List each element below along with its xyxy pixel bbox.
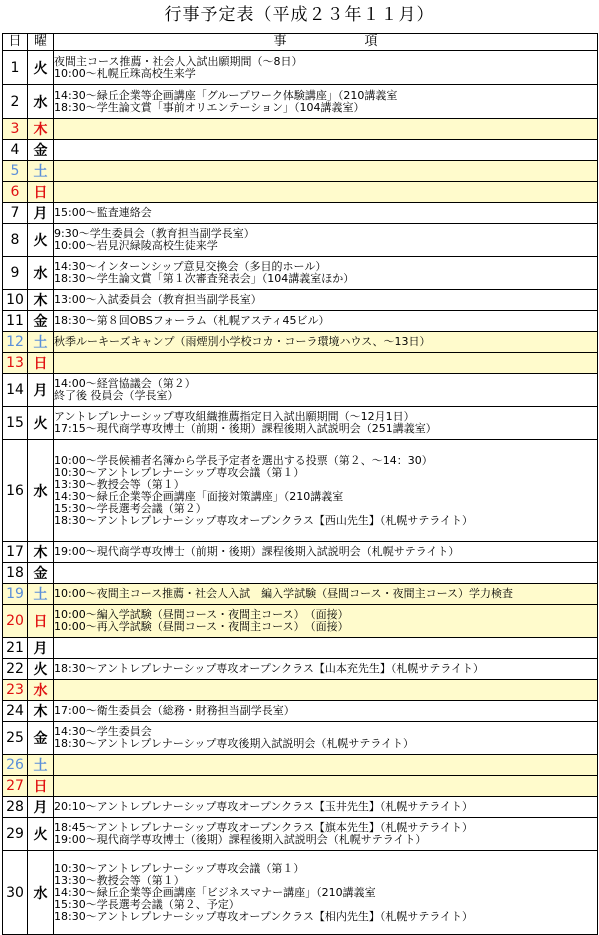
events-cell xyxy=(54,374,598,407)
weekday-cell: 水 xyxy=(28,257,54,290)
event-line: 14:30～緑丘企業等企画講座「面接対策講座」（210講義室 xyxy=(54,489,344,503)
schedule-row xyxy=(3,776,598,797)
weekday-cell: 水 xyxy=(28,680,54,701)
day-cell: 19 xyxy=(3,584,28,605)
event-line: 14:30～緑丘企業等企画講座「ビジネスマナー講座」（210講義室 xyxy=(54,885,376,899)
day-cell: 3 xyxy=(3,119,28,140)
schedule-row xyxy=(3,440,598,542)
day-cell: 15 xyxy=(3,407,28,440)
schedule-row xyxy=(3,722,598,755)
weekday-cell: 木 xyxy=(28,701,54,722)
day-cell: 27 xyxy=(3,776,28,797)
weekday-cell: 金 xyxy=(28,140,54,161)
events-cell xyxy=(54,85,598,119)
schedule-row xyxy=(3,353,598,374)
schedule-row xyxy=(3,257,598,290)
events-cell xyxy=(54,440,598,542)
day-cell: 18 xyxy=(3,563,28,584)
weekday-header: 曜 xyxy=(28,34,54,51)
day-cell: 12 xyxy=(3,332,28,353)
weekday-cell: 日 xyxy=(28,605,54,638)
events-cell xyxy=(54,140,598,161)
event-line: 18:30～アントレプレナーシップ専攻オープンクラス【山本充先生】（札幌サテライト） xyxy=(54,662,485,675)
weekday-cell: 土 xyxy=(28,755,54,776)
event-line: 10:00～夜間主コース推薦・社会人入試 編入学試験（昼間コース・夜間主コース）学力検査 xyxy=(54,587,514,600)
event-line: 14:00～経営協議会（第２） xyxy=(54,377,196,390)
schedule-table xyxy=(2,33,598,935)
events-cell xyxy=(54,851,598,935)
events-cell xyxy=(54,542,598,563)
event-line: 10:00～再入学試験（昼間コース・夜間主コース） （面接） xyxy=(54,620,349,633)
weekday-cell: 金 xyxy=(28,722,54,755)
schedule-row xyxy=(3,584,598,605)
weekday-cell: 火 xyxy=(28,407,54,440)
event-line: 10:30～アントレプレナーシップ専攻会議（第１） xyxy=(54,465,305,479)
events-cell xyxy=(54,638,598,659)
schedule-row xyxy=(3,332,598,353)
weekday-cell: 火 xyxy=(28,224,54,257)
event-line: アントレプレナーシップ専攻組織推薦指定日入試出願期間（～12月1日） xyxy=(54,410,415,423)
schedule-body xyxy=(3,51,598,935)
schedule-row xyxy=(3,638,598,659)
weekday-cell: 木 xyxy=(28,542,54,563)
day-cell: 7 xyxy=(3,203,28,224)
weekday-cell: 月 xyxy=(28,638,54,659)
event-line: 10:00～札幌丘珠高校生来学 xyxy=(54,66,196,80)
event-line: 秋季ルーキーズキャンプ（雨煙別小学校コカ・コーラ環境ハウス、～13日） xyxy=(54,335,431,348)
weekday-cell: 金 xyxy=(28,563,54,584)
day-cell: 20 xyxy=(3,605,28,638)
schedule-row xyxy=(3,407,598,440)
weekday-cell: 日 xyxy=(28,182,54,203)
schedule-row xyxy=(3,140,598,161)
events-cell xyxy=(54,182,598,203)
day-cell: 30 xyxy=(3,851,28,935)
event-line: 夜間主コース推薦・社会人入試出願期間（～8日） xyxy=(54,54,303,68)
day-cell: 29 xyxy=(3,818,28,851)
events-cell xyxy=(54,257,598,290)
weekday-cell: 日 xyxy=(28,353,54,374)
day-cell: 2 xyxy=(3,85,28,119)
events-cell xyxy=(54,605,598,638)
day-cell: 16 xyxy=(3,440,28,542)
weekday-cell: 火 xyxy=(28,818,54,851)
day-cell: 9 xyxy=(3,257,28,290)
event-line: 14:30～緑丘企業等企画講座「グループワーク体験講座」（210講義室 xyxy=(54,88,398,102)
day-cell: 5 xyxy=(3,161,28,182)
weekday-cell: 日 xyxy=(28,776,54,797)
page-title: 行事予定表（平成２３年１１月） xyxy=(164,5,435,25)
events-cell xyxy=(54,353,598,374)
weekday-cell: 水 xyxy=(28,851,54,935)
schedule-row xyxy=(3,701,598,722)
event-line: 13:00～入試委員会（教育担当副学長室） xyxy=(54,293,262,306)
events-cell xyxy=(54,722,598,755)
weekday-cell: 月 xyxy=(28,203,54,224)
events-cell xyxy=(54,797,598,818)
event-line: 終了後 役員会（学長室） xyxy=(54,389,179,402)
schedule-row xyxy=(3,797,598,818)
day-cell: 8 xyxy=(3,224,28,257)
event-line: 18:30～アントレプレナーシップ専攻オープンクラス【相内先生】（札幌サテライト） xyxy=(54,909,474,923)
events-cell xyxy=(54,407,598,440)
events-cell xyxy=(54,203,598,224)
events-cell xyxy=(54,224,598,257)
schedule-row xyxy=(3,203,598,224)
day-cell: 24 xyxy=(3,701,28,722)
day-cell: 4 xyxy=(3,140,28,161)
day-cell: 26 xyxy=(3,755,28,776)
events-cell xyxy=(54,701,598,722)
schedule-row xyxy=(3,85,598,119)
schedule-row xyxy=(3,605,598,638)
event-line: 10:00～編入学試験（昼間コース・夜間主コース） （面接） xyxy=(54,608,349,621)
weekday-cell: 土 xyxy=(28,161,54,182)
day-cell: 22 xyxy=(3,659,28,680)
weekday-cell: 土 xyxy=(28,584,54,605)
events-cell xyxy=(54,584,598,605)
schedule-row xyxy=(3,119,598,140)
day-cell: 28 xyxy=(3,797,28,818)
schedule-row xyxy=(3,851,598,935)
event-line: 10:00～学長候補者名簿から学長予定者を選出する投票（第２、～14：30） xyxy=(54,453,433,467)
schedule-row xyxy=(3,224,598,257)
schedule-row xyxy=(3,161,598,182)
event-line: 18:45～アントレプレナーシップ専攻オープンクラス【旗本先生】（札幌サテライト） xyxy=(54,821,474,834)
events-cell xyxy=(54,755,598,776)
events-cell xyxy=(54,161,598,182)
event-line: 18:30～学生論文賞「第１次審査発表会」（104講義室ほか） xyxy=(54,272,355,285)
day-header: 日 xyxy=(3,34,28,51)
events-cell xyxy=(54,290,598,311)
event-line: 18:30～アントレプレナーシップ専攻オープンクラス【西山先生】（札幌サテライト） xyxy=(54,513,474,527)
header-row xyxy=(3,34,598,51)
day-cell: 25 xyxy=(3,722,28,755)
weekday-cell: 金 xyxy=(28,311,54,332)
events-cell xyxy=(54,51,598,85)
events-cell xyxy=(54,818,598,851)
weekday-cell: 月 xyxy=(28,797,54,818)
events-cell xyxy=(54,776,598,797)
events-cell xyxy=(54,311,598,332)
schedule-row xyxy=(3,659,598,680)
event-line: 17:00～衛生委員会（総務・財務担当副学長室） xyxy=(54,704,295,717)
weekday-cell: 水 xyxy=(28,440,54,542)
event-line: 18:30～学生論文賞「事前オリエンテーション」（104講義室） xyxy=(54,100,365,114)
schedule-row xyxy=(3,542,598,563)
weekday-cell: 木 xyxy=(28,119,54,140)
event-line: 10:00～岩見沢緑陵高校生徒来学 xyxy=(54,239,218,252)
schedule-row xyxy=(3,290,598,311)
event-line: 18:30～アントレプレナーシップ専攻後期入試説明会（札幌サテライト） xyxy=(54,737,415,750)
weekday-cell: 月 xyxy=(28,374,54,407)
schedule-row xyxy=(3,563,598,584)
day-cell: 13 xyxy=(3,353,28,374)
day-cell: 10 xyxy=(3,290,28,311)
weekday-cell: 土 xyxy=(28,332,54,353)
weekday-cell: 火 xyxy=(28,51,54,85)
day-cell: 11 xyxy=(3,311,28,332)
event-line: 19:00～現代商学専攻博士（前期・後期）課程後期入試説明会（札幌サテライト） xyxy=(54,545,460,558)
events-cell xyxy=(54,563,598,584)
schedule-row xyxy=(3,680,598,701)
schedule-row xyxy=(3,818,598,851)
event-line: 13:30～教授会等（第１） xyxy=(54,873,185,887)
event-line: 17:15～現代商学専攻博士（前期・後期）課程後期入試説明会（251講義室） xyxy=(54,422,437,435)
schedule-row xyxy=(3,182,598,203)
events-cell xyxy=(54,680,598,701)
event-line: 14:30～インターンシップ意見交換会（多目的ホール） xyxy=(54,260,327,273)
event-line: 19:00～現代商学専攻博士（後期）課程後期入試説明会（札幌サテライト） xyxy=(54,833,427,846)
schedule-row xyxy=(3,755,598,776)
schedule-row xyxy=(3,51,598,85)
events-header: 事 項 xyxy=(54,34,598,51)
event-line: 10:30～アントレプレナーシップ専攻会議（第１） xyxy=(54,861,305,875)
day-cell: 6 xyxy=(3,182,28,203)
event-line: 15:30～学長選考会議（第２、予定） xyxy=(54,897,240,911)
weekday-cell: 火 xyxy=(28,659,54,680)
day-cell: 17 xyxy=(3,542,28,563)
day-cell: 21 xyxy=(3,638,28,659)
event-line: 13:30～教授会等（第１） xyxy=(54,477,185,491)
day-cell: 1 xyxy=(3,51,28,85)
day-cell: 14 xyxy=(3,374,28,407)
event-line: 15:00～監査連絡会 xyxy=(54,206,152,219)
event-line: 18:30～第８回OBSフォーラム（札幌アスティ45ビル） xyxy=(54,314,330,327)
events-cell xyxy=(54,659,598,680)
event-line: 9:30～学生委員会（教育担当副学長室） xyxy=(54,227,255,240)
event-line: 15:30～学長選考会議（第２） xyxy=(54,501,207,515)
day-cell: 23 xyxy=(3,680,28,701)
weekday-cell: 木 xyxy=(28,290,54,311)
schedule-row xyxy=(3,374,598,407)
event-line: 14:30～学生委員会 xyxy=(54,725,152,738)
schedule-row xyxy=(3,311,598,332)
events-cell xyxy=(54,332,598,353)
weekday-cell: 水 xyxy=(28,85,54,119)
events-cell xyxy=(54,119,598,140)
event-line: 20:10～アントレプレナーシップ専攻オープンクラス【玉井先生】（札幌サテライト） xyxy=(54,800,474,813)
